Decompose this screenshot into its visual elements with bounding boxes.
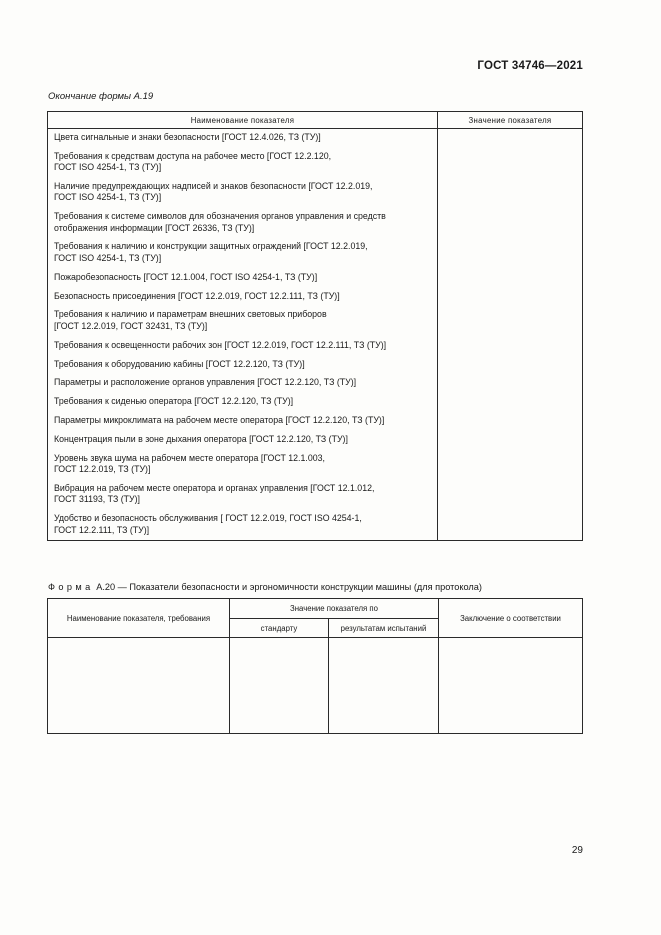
indicator-item-line: Пожаробезопасность [ГОСТ 12.1.004, ГОСТ ISO 4254-1, ТЗ (ТУ)] <box>54 271 318 282</box>
empty-cell <box>230 638 329 734</box>
indicator-item-line: Параметры и расположение органов управления [ГОСТ 12.2.120, ТЗ (ТУ)] <box>54 377 357 388</box>
empty-cell <box>439 638 583 734</box>
indicator-item-line: Наличие предупреждающих надписей и знаков безопасности [ГОСТ 12.2.019, <box>54 181 373 192</box>
indicator-item-line: ГОСТ ISO 4254-1, ТЗ (ТУ)] <box>54 252 162 263</box>
indicator-item <box>54 359 432 370</box>
form-a20-table <box>47 598 583 734</box>
indicator-item-line: Требования к сиденью оператора [ГОСТ 12.2.120, ТЗ (ТУ)] <box>54 396 294 407</box>
col-indicator-value: Значение показателя <box>438 112 583 129</box>
indicator-item-line: ГОСТ ISO 4254-1, ТЗ (ТУ)] <box>54 162 162 173</box>
indicator-item <box>54 453 432 476</box>
indicator-item-line: [ГОСТ 12.2.019, ГОСТ 32431, ТЗ (ТУ)] <box>54 320 208 331</box>
col-conclusion: Заключение о соответствии <box>439 599 583 638</box>
indicator-item-line: Концентрация пыли в зоне дыхания оператора [ГОСТ 12.2.120, ТЗ (ТУ)] <box>54 434 348 445</box>
indicator-item-line: Удобство и безопасность обслуживания [ ГОСТ 12.2.019, ГОСТ ISO 4254-1, <box>54 513 362 524</box>
form-a20-caption <box>48 582 482 592</box>
indicator-item <box>54 415 432 426</box>
col-indicator-name: Наименование показателя <box>48 112 438 129</box>
form-a19-body-row <box>48 129 583 541</box>
indicator-item-line: Цвета сигнальные и знаки безопасности [ГОСТ 12.4.026, ТЗ (ТУ)] <box>54 132 321 142</box>
indicator-item-line: Требования к наличию и конструкции защитных ограждений [ГОСТ 12.2.019, <box>54 241 368 252</box>
indicator-item <box>54 211 432 234</box>
indicator-item-line: Требования к наличию и параметрам внешних световых приборов <box>54 309 327 320</box>
col-by-test-results: результатам испытаний <box>329 619 439 638</box>
indicator-item-line: ГОСТ 31193, ТЗ (ТУ)] <box>54 494 140 505</box>
indicator-item-line: Требования к системе символов для обозначения органов управления и средств <box>54 211 386 222</box>
col-by-standard: стандарту <box>230 619 329 638</box>
indicator-item-line: Требования к средствам доступа на рабочее место [ГОСТ 12.2.120, <box>54 150 332 161</box>
indicator-item <box>54 132 432 143</box>
indicator-item-line: Требования к освещенности рабочих зон [ГОСТ 12.2.019, ГОСТ 12.2.111, ТЗ (ТУ)] <box>54 339 387 350</box>
form-a19-caption: Окончание формы А.19 <box>48 91 154 102</box>
indicator-item <box>54 151 432 174</box>
indicator-item <box>54 309 432 332</box>
indicator-item-line: ГОСТ ISO 4254-1, ТЗ (ТУ)] <box>54 192 162 203</box>
indicator-item-line: Параметры микроклимата на рабочем месте оператора [ГОСТ 12.2.120, ТЗ (ТУ)] <box>54 415 385 426</box>
indicator-item <box>54 272 432 283</box>
indicator-item <box>54 483 432 506</box>
standard-code: ГОСТ 34746—2021 <box>477 60 583 72</box>
page-number: 29 <box>571 845 583 856</box>
indicator-item <box>54 434 432 445</box>
indicator-item <box>54 181 432 204</box>
indicator-item <box>54 291 432 302</box>
indicator-item-line: ГОСТ 12.2.111, ТЗ (ТУ)] <box>54 524 150 535</box>
indicator-value-cell <box>438 129 583 541</box>
indicator-list <box>48 129 438 541</box>
indicator-item <box>54 241 432 264</box>
indicator-item-line: ГОСТ 12.2.019, ТЗ (ТУ)] <box>54 464 151 475</box>
form-a20-caption-text: А.20 — Показатели безопасности и эргономичности конструкции машины (для протокола) <box>93 582 482 592</box>
indicator-item <box>54 340 432 351</box>
col-requirement-name: Наименование показателя, требования <box>48 599 230 638</box>
form-a19-header-row <box>48 112 583 129</box>
indicator-item-line: Безопасность присоединения [ГОСТ 12.2.019, ГОСТ 12.2.111, ТЗ (ТУ)] <box>54 290 340 301</box>
form-a20-empty-row <box>48 638 583 734</box>
indicator-item-line: Вибрация на рабочем месте оператора и органах управления [ГОСТ 12.1.012, <box>54 483 375 494</box>
indicator-item <box>54 377 432 388</box>
indicator-item-line: Требования к оборудованию кабины [ГОСТ 12.2.120, ТЗ (ТУ)] <box>54 358 305 369</box>
indicator-item-line: отображения информации [ГОСТ 26336, ТЗ (ТУ)] <box>54 222 255 233</box>
form-a20-header-row-1 <box>48 599 583 619</box>
col-value-group: Значение показателя по <box>230 599 439 619</box>
indicator-item <box>54 513 432 536</box>
empty-cell <box>329 638 439 734</box>
empty-cell <box>48 638 230 734</box>
indicator-item-line: Уровень звука шума на рабочем месте оператора [ГОСТ 12.1.003, <box>54 452 325 463</box>
form-a20-caption-word: Форма <box>48 582 94 592</box>
form-a19-table <box>47 111 583 541</box>
indicator-item <box>54 396 432 407</box>
